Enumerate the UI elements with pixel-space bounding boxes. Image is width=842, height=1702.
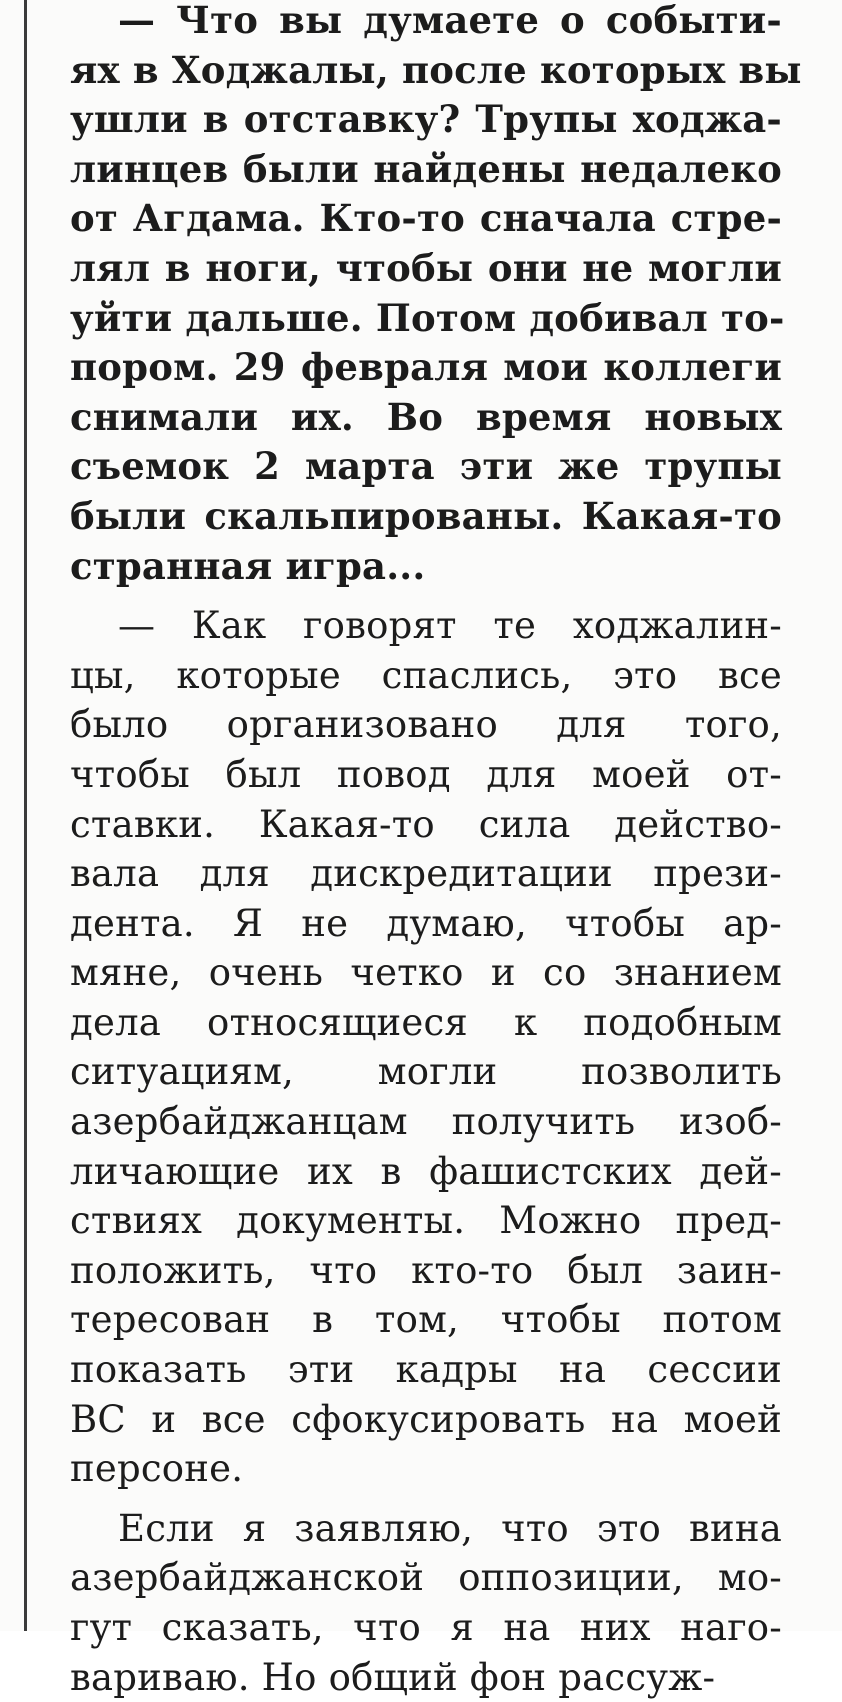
text-line: мяне, очень четко и со знанием <box>70 951 782 995</box>
column-rule <box>24 0 27 1631</box>
text-line: азербайджанской оппозиции, мо- <box>70 1556 782 1600</box>
text-line: персоне. <box>70 1447 244 1491</box>
text-line: азербайджанцам получить изоб- <box>70 1100 782 1144</box>
text-line: чтобы был повод для моей от- <box>70 752 782 796</box>
text-line: — Как говорят те ходжалин- <box>118 604 782 648</box>
text-line: от Агдама. Кто-то сначала стре- <box>70 196 782 241</box>
text-line: ставки. Какая-то сила действо- <box>70 802 782 846</box>
text-line: лял в ноги, чтобы они не могли <box>70 245 782 290</box>
text-line: уйти дальше. Потом добивал то- <box>70 295 785 340</box>
text-line: тересован в том, чтобы потом <box>70 1298 782 1342</box>
text-line: было организовано для того, <box>70 703 782 747</box>
text-line: дела относящиеся к подобным <box>70 1000 782 1044</box>
text-line: съемок 2 марта эти же трупы <box>70 444 782 489</box>
paragraph <box>70 601 782 1494</box>
text-line: ВС и все сфокусировать на моей <box>70 1397 782 1441</box>
text-line: цы, которые спаслись, это все <box>70 653 782 697</box>
text-line: гут сказать, что я на них наго- <box>70 1606 782 1649</box>
text-line: странная игра... <box>70 543 426 588</box>
article-column <box>70 0 802 1702</box>
text-line: ях в Ходжалы, после которых вы <box>70 47 802 92</box>
text-line: линцев были найдены недалеко <box>70 146 782 191</box>
text-line: Если я заявляю, что это вина <box>118 1506 782 1550</box>
text-line: пором. 29 февраля мои коллеги <box>70 345 782 390</box>
paragraph-gap <box>70 591 782 601</box>
text-line: были скальпированы. Какая-то <box>70 493 782 538</box>
paragraph <box>70 0 802 591</box>
text-line: дента. Я не думаю, чтобы ар- <box>70 901 782 945</box>
paragraph <box>70 1504 782 1702</box>
text-line: ствиях документы. Можно пред- <box>70 1199 782 1243</box>
text-line: ситуациям, могли позволить <box>70 1050 782 1094</box>
text-line: показать эти кадры на сессии <box>70 1348 782 1392</box>
text-line: личающие их в фашистских дей- <box>70 1149 782 1193</box>
text-line: положить, что кто-то был заин- <box>70 1248 782 1292</box>
text-line: — Что вы думаете о событи- <box>118 0 782 42</box>
text-line: снимали их. Во время новых <box>70 394 782 439</box>
text-line: ушли в отставку? Трупы ходжа- <box>70 97 782 142</box>
text-line: вариваю. Но общий фон рассуж- <box>70 1655 716 1699</box>
paragraph-gap <box>70 1494 782 1504</box>
text-line: вала для дискредитации прези- <box>70 852 782 896</box>
